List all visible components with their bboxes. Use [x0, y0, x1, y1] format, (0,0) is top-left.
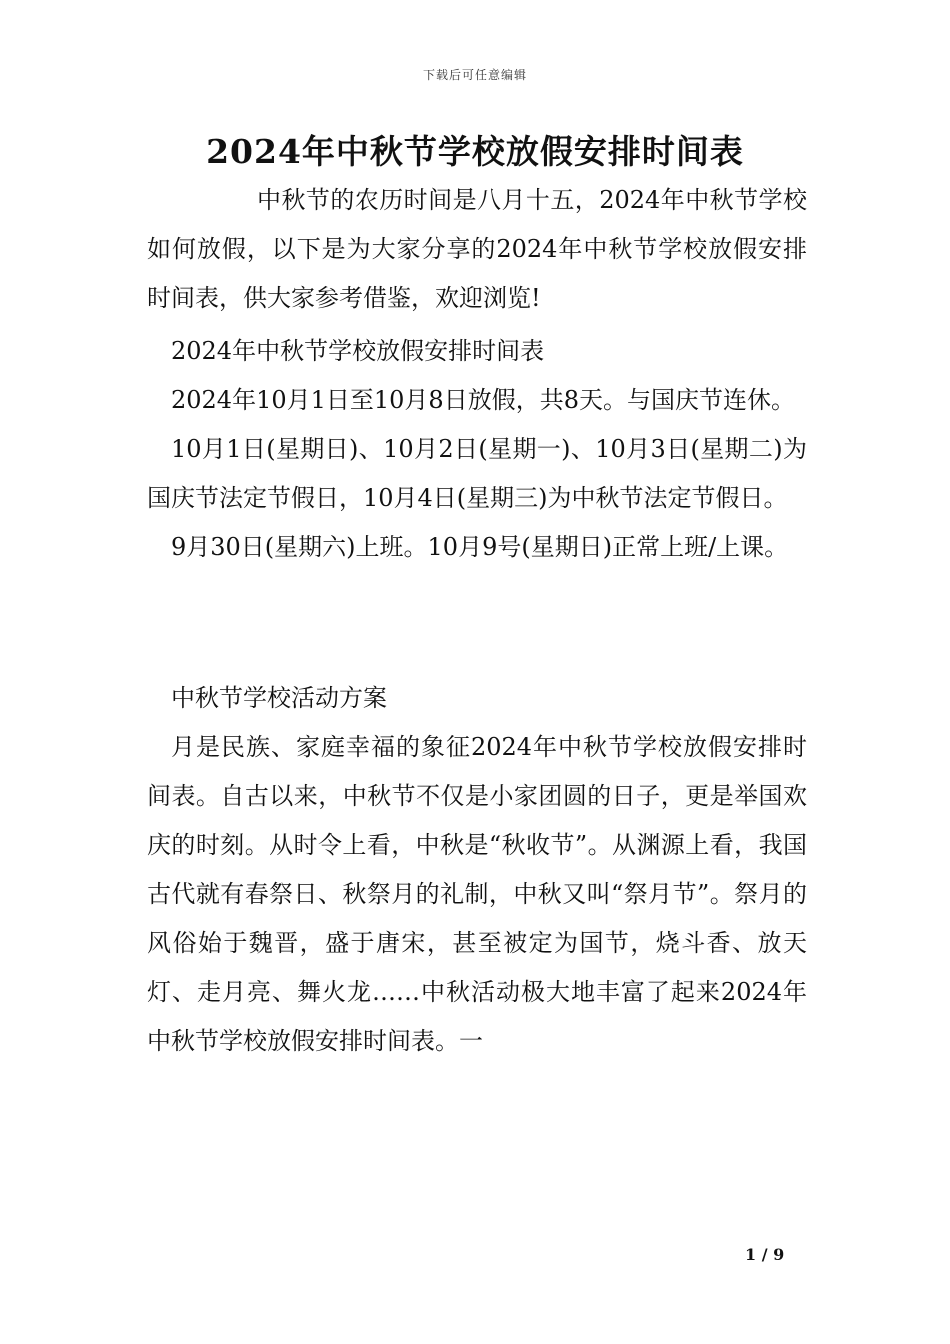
- document-title: 2024年中秋节学校放假安排时间表: [206, 132, 744, 171]
- paragraph-activity-heading: 中秋节学校活动方案: [171, 684, 387, 712]
- paragraph-legal-holidays: 10月1日(星期日)、10月2日(星期一)、10月3日(星期二)为国庆节法定节假日，10月4日(星期三)为中秋节法定节假日。: [147, 435, 807, 512]
- paragraph-activity-body: 月是民族、家庭幸福的象征2024年中秋节学校放假安排时间表。自古以来，中秋节不仅是小家团圆的日子，更是举国欢庆的时刻。从时令上看，中秋是“秋收节”。从渊源上看，我国古代就有春祭日、秋祭月的礼制，中秋又叫“祭月节”。祭月的风俗始于魏晋，盛于唐宋，甚至被定为国节，烧斗香、放天灯、走月亮、舞火龙……中秋活动极大地丰富了起来2024年中秋节学校放假安排时间表。一: [147, 733, 807, 1055]
- document-body: [147, 176, 807, 1066]
- header-note: 下载后可任意编辑: [422, 68, 527, 82]
- page-number: 1 / 9: [745, 1245, 785, 1264]
- paragraph-work-days: 9月30日(星期六)上班。10月9号(星期日)正常上班/上课。: [171, 533, 789, 561]
- paragraph-intro: 中秋节的农历时间是八月十五，2024年中秋节学校如何放假，以下是为大家分享的2024年中秋节学校放假安排时间表，供大家参考借鉴，欢迎浏览!: [147, 186, 807, 312]
- paragraph-schedule-heading: 2024年中秋节学校放假安排时间表: [171, 337, 545, 365]
- paragraph-holiday-range: 2024年10月1日至10月8日放假，共8天。与国庆节连休。: [171, 386, 795, 414]
